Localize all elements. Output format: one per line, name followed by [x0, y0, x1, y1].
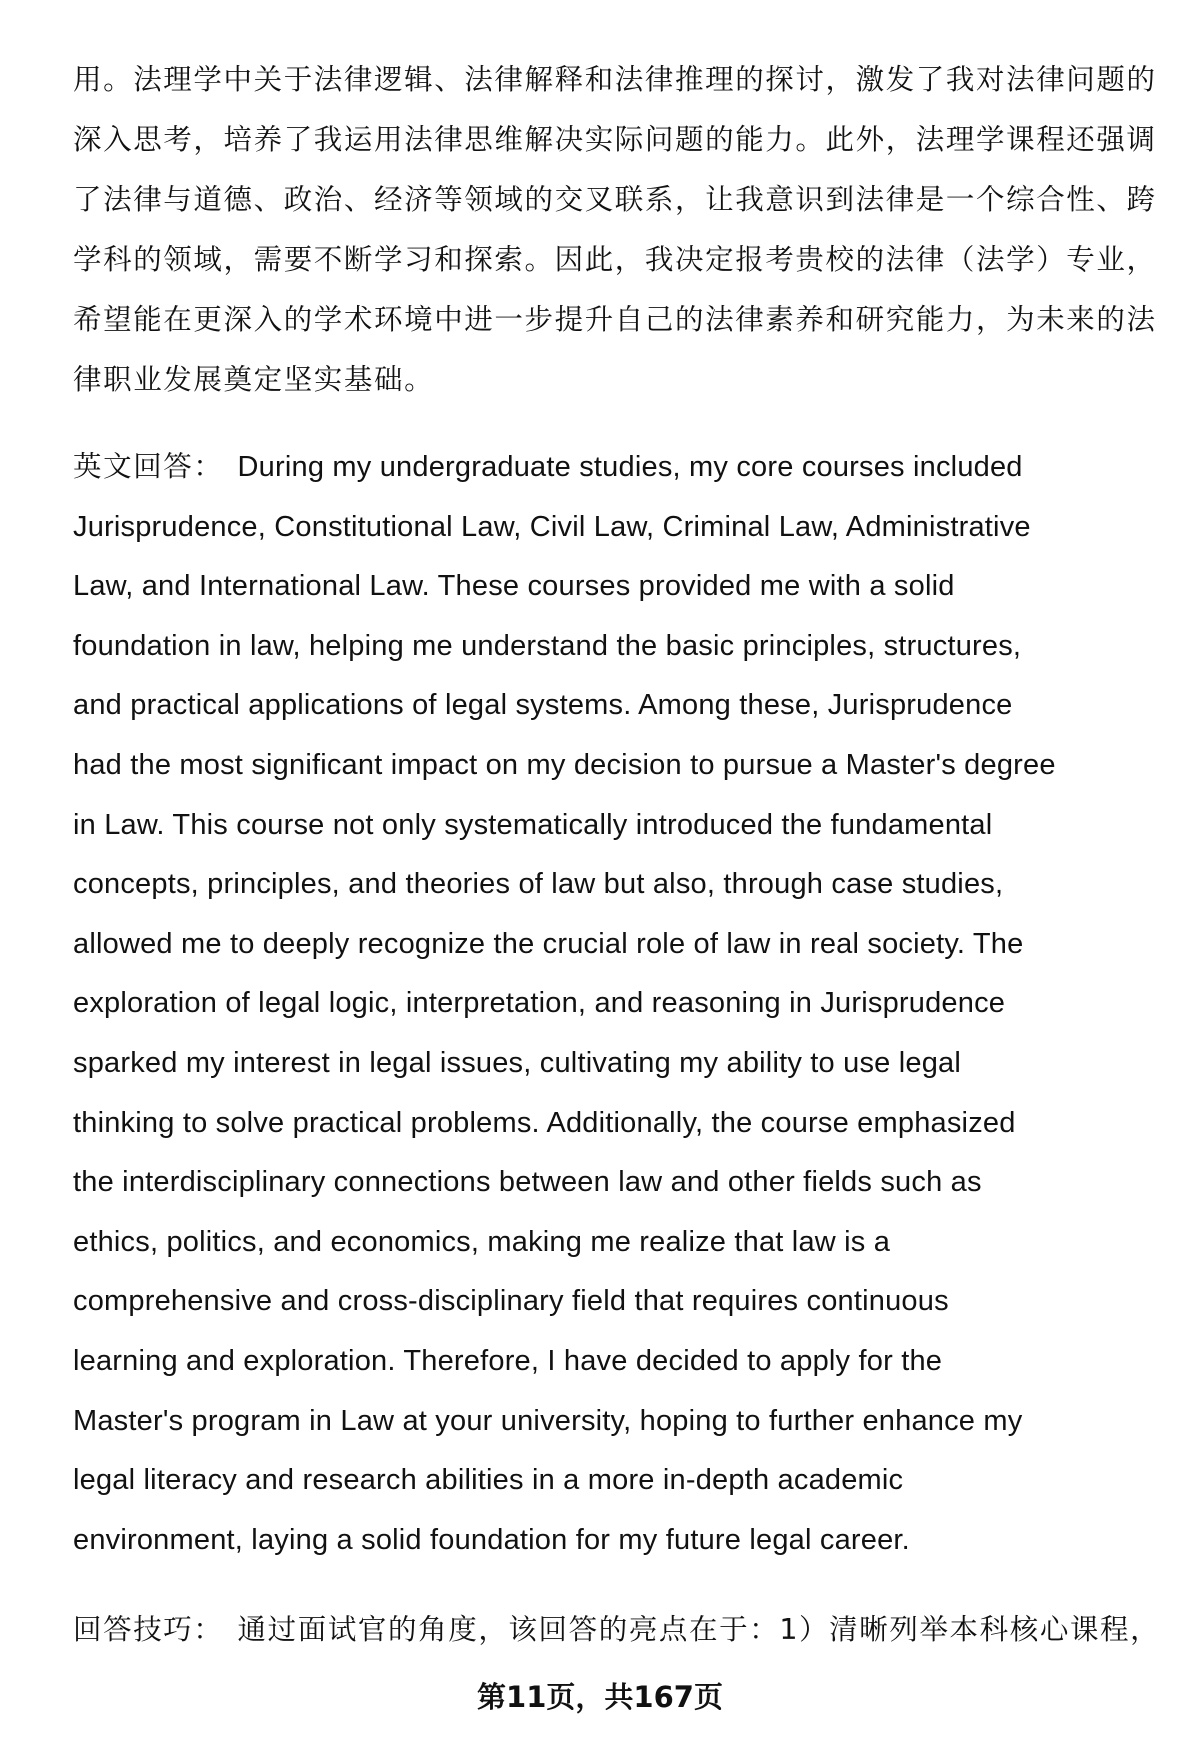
english-answer-label: 英文回答： [73, 450, 224, 483]
paragraph-line: exploration of legal logic, interpretation, and reasoning in Jurisprudence [73, 987, 1006, 1020]
english-answer-text: During my undergraduate studies, my core courses included [237, 451, 1023, 483]
paragraph-line: thinking to solve practical problems. Additionally, the course emphasized [73, 1106, 1016, 1139]
paragraph-line: Master's program in Law at your university, hoping to further enhance my [73, 1404, 1023, 1437]
paragraph-line: and practical applications of legal systems. Among these, Jurisprudence [73, 689, 1013, 722]
tips-paragraph [73, 1610, 1160, 1650]
paragraph-line: foundation in law, helping me understand the basic principles, structures, [73, 629, 1022, 662]
paragraph-line: legal literacy and research abilities in a more in-depth academic [73, 1464, 904, 1497]
paragraph-line: comprehensive and cross-disciplinary field that requires continuous [73, 1285, 949, 1318]
paragraph-line [73, 447, 1023, 487]
paragraph-line: 学科的领域，需要不断学习和探索。因此，我决定报考贵校的法律（法学）专业， [73, 243, 1157, 276]
paragraph-line: allowed me to deeply recognize the crucial role of law in real society. The [73, 927, 1024, 960]
paragraph-line: learning and exploration. Therefore, I have decided to apply for the [73, 1345, 943, 1377]
paragraph-line: 了法律与道德、政治、经济等领域的交叉联系，让我意识到法律是一个综合性、跨 [73, 183, 1157, 216]
paragraph-line: 深入思考，培养了我运用法律思维解决实际问题的能力。此外，法理学课程还强调 [73, 123, 1157, 156]
tips-label: 回答技巧： [73, 1613, 224, 1646]
paragraph-line: Law, and International Law. These courses provided me with a solid [73, 570, 955, 603]
paragraph-line: sparked my interest in legal issues, cultivating my ability to use legal [73, 1047, 962, 1079]
page-indicator: 第11页，共167页 [477, 1680, 723, 1714]
paragraph-line: the interdisciplinary connections between law and other fields such as [73, 1166, 982, 1199]
paragraph-line: ethics, politics, and economics, making me realize that law is a [73, 1225, 891, 1258]
paragraph-line: 用。法理学中关于法律逻辑、法律解释和法律推理的探讨，激发了我对法律问题的 [73, 63, 1157, 96]
paragraph-line: 律职业发展奠定坚实基础。 [73, 363, 435, 396]
tips-text: 通过面试官的角度，该回答的亮点在于：1）清晰列举本科核心课程， [237, 1613, 1161, 1646]
paragraph-line: in Law. This course not only systematically introduced the fundamental [73, 808, 993, 841]
paragraph-line: 希望能在更深入的学术环境中进一步提升自己的法律素养和研究能力，为未来的法 [73, 303, 1157, 336]
paragraph-line: environment, laying a solid foundation for my future legal career. [73, 1523, 910, 1556]
paragraph-line: concepts, principles, and theories of law but also, through case studies, [73, 868, 1004, 901]
paragraph-line: Jurisprudence, Constitutional Law, Civil Law, Criminal Law, Administrative [73, 510, 1031, 543]
paragraph-line: had the most significant impact on my decision to pursue a Master's degree [73, 749, 1056, 781]
